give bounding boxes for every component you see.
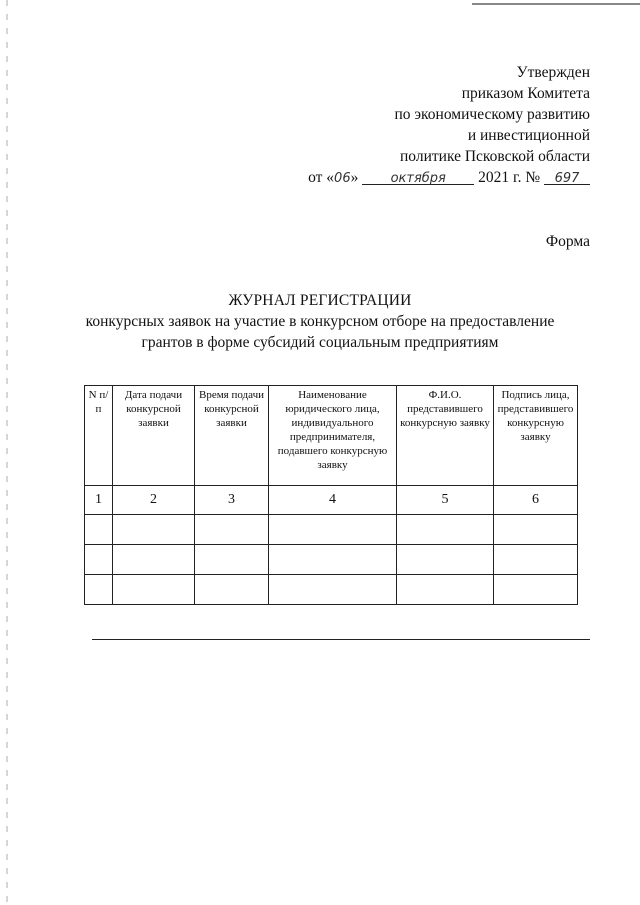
bottom-rule xyxy=(92,639,590,640)
approval-line-4: и инвестиционной xyxy=(467,127,590,144)
empty-cell xyxy=(85,575,113,605)
empty-cell xyxy=(113,515,195,545)
empty-cell xyxy=(113,545,195,575)
table-row xyxy=(85,545,578,575)
header-submission-time: Время подачи конкурсной заявки xyxy=(195,386,269,486)
approval-line-5: политике Псковской области xyxy=(400,148,590,165)
journal-subtitle-2: грантов в форме субсидий социальным предприятиям xyxy=(141,334,499,351)
date-month-blank xyxy=(362,167,474,185)
date-mid: » xyxy=(350,169,363,186)
empty-cell xyxy=(269,545,397,575)
scan-edge-top xyxy=(472,3,640,5)
table-header-row xyxy=(85,386,578,486)
empty-cell xyxy=(397,545,494,575)
date-day: 06 xyxy=(334,171,351,186)
empty-cell xyxy=(85,515,113,545)
approval-line-3: по экономическому развитию xyxy=(394,106,590,123)
form-label: Форма xyxy=(545,233,590,250)
empty-cell xyxy=(269,575,397,605)
empty-cell xyxy=(494,545,578,575)
header-applicant-name: Наименование юридического лица, индивидуального предпринимателя, подавшего конкурсную заявку xyxy=(269,386,397,486)
empty-cell xyxy=(195,545,269,575)
table-row xyxy=(85,575,578,605)
column-number: 3 xyxy=(195,486,269,515)
column-number: 2 xyxy=(113,486,195,515)
approval-line-2: приказом Комитета xyxy=(461,85,590,102)
header-number: N п/п xyxy=(85,386,113,486)
empty-cell xyxy=(494,515,578,545)
table-row xyxy=(85,515,578,545)
empty-cell xyxy=(494,575,578,605)
date-prefix: от « xyxy=(308,169,335,186)
date-month: октября xyxy=(390,171,446,186)
title-block xyxy=(60,290,580,353)
journal-title: ЖУРНАЛ РЕГИСТРАЦИИ xyxy=(228,292,412,309)
empty-cell xyxy=(195,515,269,545)
approval-line-1: Утвержден xyxy=(516,64,590,81)
empty-cell xyxy=(195,575,269,605)
date-year: 2021 г. № xyxy=(474,169,541,186)
empty-cell xyxy=(397,575,494,605)
scan-edge-left xyxy=(6,0,8,905)
approval-block xyxy=(308,62,590,189)
approval-date-line xyxy=(308,167,590,189)
registration-table xyxy=(84,385,578,605)
empty-cell xyxy=(397,515,494,545)
column-number-row xyxy=(85,486,578,515)
column-number: 4 xyxy=(269,486,397,515)
header-signature: Подпись лица, представившего конкурсную заявку xyxy=(494,386,578,486)
journal-subtitle-1: конкурсных заявок на участие в конкурсном отборе на предоставление xyxy=(85,313,555,330)
empty-cell xyxy=(85,545,113,575)
empty-cell xyxy=(113,575,195,605)
header-submitter-name: Ф.И.О. представившего конкурсную заявку xyxy=(397,386,494,486)
column-number: 6 xyxy=(494,486,578,515)
order-number-blank xyxy=(544,167,590,185)
header-submission-date: Дата подачи конкурсной заявки xyxy=(113,386,195,486)
empty-cell xyxy=(269,515,397,545)
order-number: 697 xyxy=(554,171,580,186)
column-number: 5 xyxy=(397,486,494,515)
column-number: 1 xyxy=(85,486,113,515)
